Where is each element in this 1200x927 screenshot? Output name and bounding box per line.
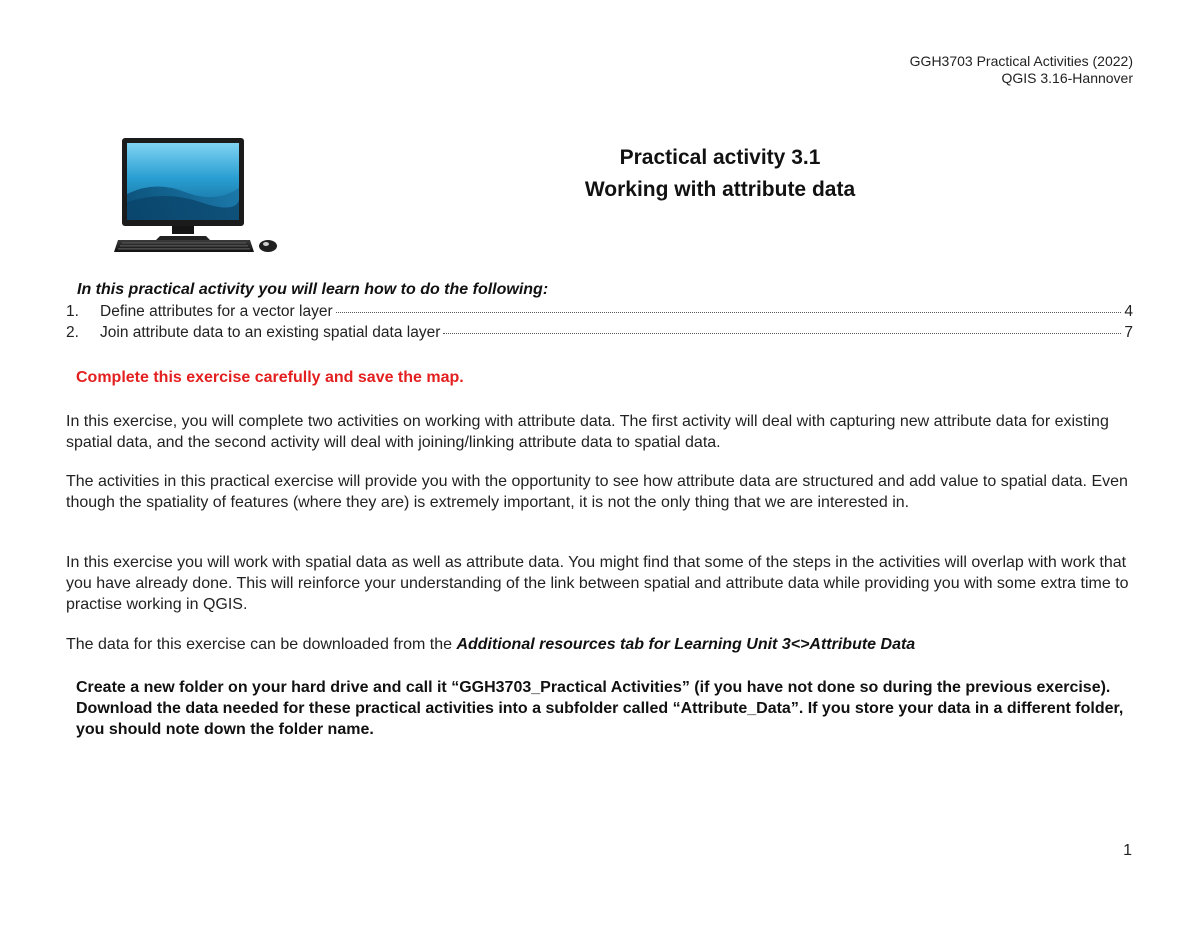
table-of-contents — [66, 301, 1133, 343]
folder-instructions: Create a new folder on your hard drive and call it “GGH3703_Practical Activities” (if you have not done so during the previous exercise). Download the data needed for these practical activities into a subfolder called “Attribute_Data”. If you store your data in a different folder, you should note down the folder name. — [76, 679, 1124, 738]
warning-notice: Complete this exercise carefully and save the map. — [76, 369, 464, 386]
header-software: QGIS 3.16-Hannover — [1001, 70, 1133, 86]
download-lead-text: The data for this exercise can be downloaded from the — [66, 636, 457, 653]
data-download-paragraph — [66, 634, 1136, 655]
resources-location-text: Additional resources tab for Learning Unit 3<>Attribute Data — [456, 636, 916, 653]
toc-entry-text: Define attributes for a vector layer — [100, 303, 333, 320]
page-number: 1 — [1123, 842, 1132, 859]
desktop-computer-icon — [110, 132, 290, 262]
toc-entry-number: 1. — [66, 303, 79, 320]
attribute-value-paragraph: The activities in this practical exercise will provide you with the opportunity to see how attribute data are structured and add value to spatial data. Even though the spatiality of features (where they are) is extremely important, it is not the only thing that we are interested in. — [66, 473, 1128, 511]
intro-paragraph: In this exercise, you will complete two activities on working with attribute data. The first activity will deal with capturing new attribute data for existing spatial data, and the second activity will deal with joining/linking attribute data to spatial data. — [66, 413, 1109, 451]
desktop-computer-illustration — [110, 132, 290, 262]
title-activity-number: Practical activity 3.1 — [619, 146, 821, 169]
toc-entry-page: 7 — [1124, 324, 1133, 341]
toc-entry-number: 2. — [66, 324, 79, 341]
learning-outcomes-heading: In this practical activity you will learn how to do the following: — [77, 281, 549, 298]
title-activity-name: Working with attribute data — [584, 178, 856, 201]
toc-entry-join-attributes[interactable] — [66, 322, 1133, 343]
spatial-attribute-paragraph: In this exercise you will work with spatial data as well as attribute data. You might find that some of the steps in the activities will overlap with work that you have already done. This will reinforce your understanding of the link between spatial and attribute data while providing you with some extra time to practise working in QGIS. — [66, 554, 1129, 613]
toc-entry-page: 4 — [1124, 303, 1133, 320]
toc-entry-text: Join attribute data to an existing spatial data layer — [100, 324, 441, 341]
running-header — [910, 53, 1133, 87]
header-course: GGH3703 Practical Activities (2022) — [909, 53, 1133, 69]
page-title — [470, 142, 970, 206]
toc-dot-leader — [443, 319, 1121, 334]
toc-dot-leader — [336, 298, 1122, 313]
